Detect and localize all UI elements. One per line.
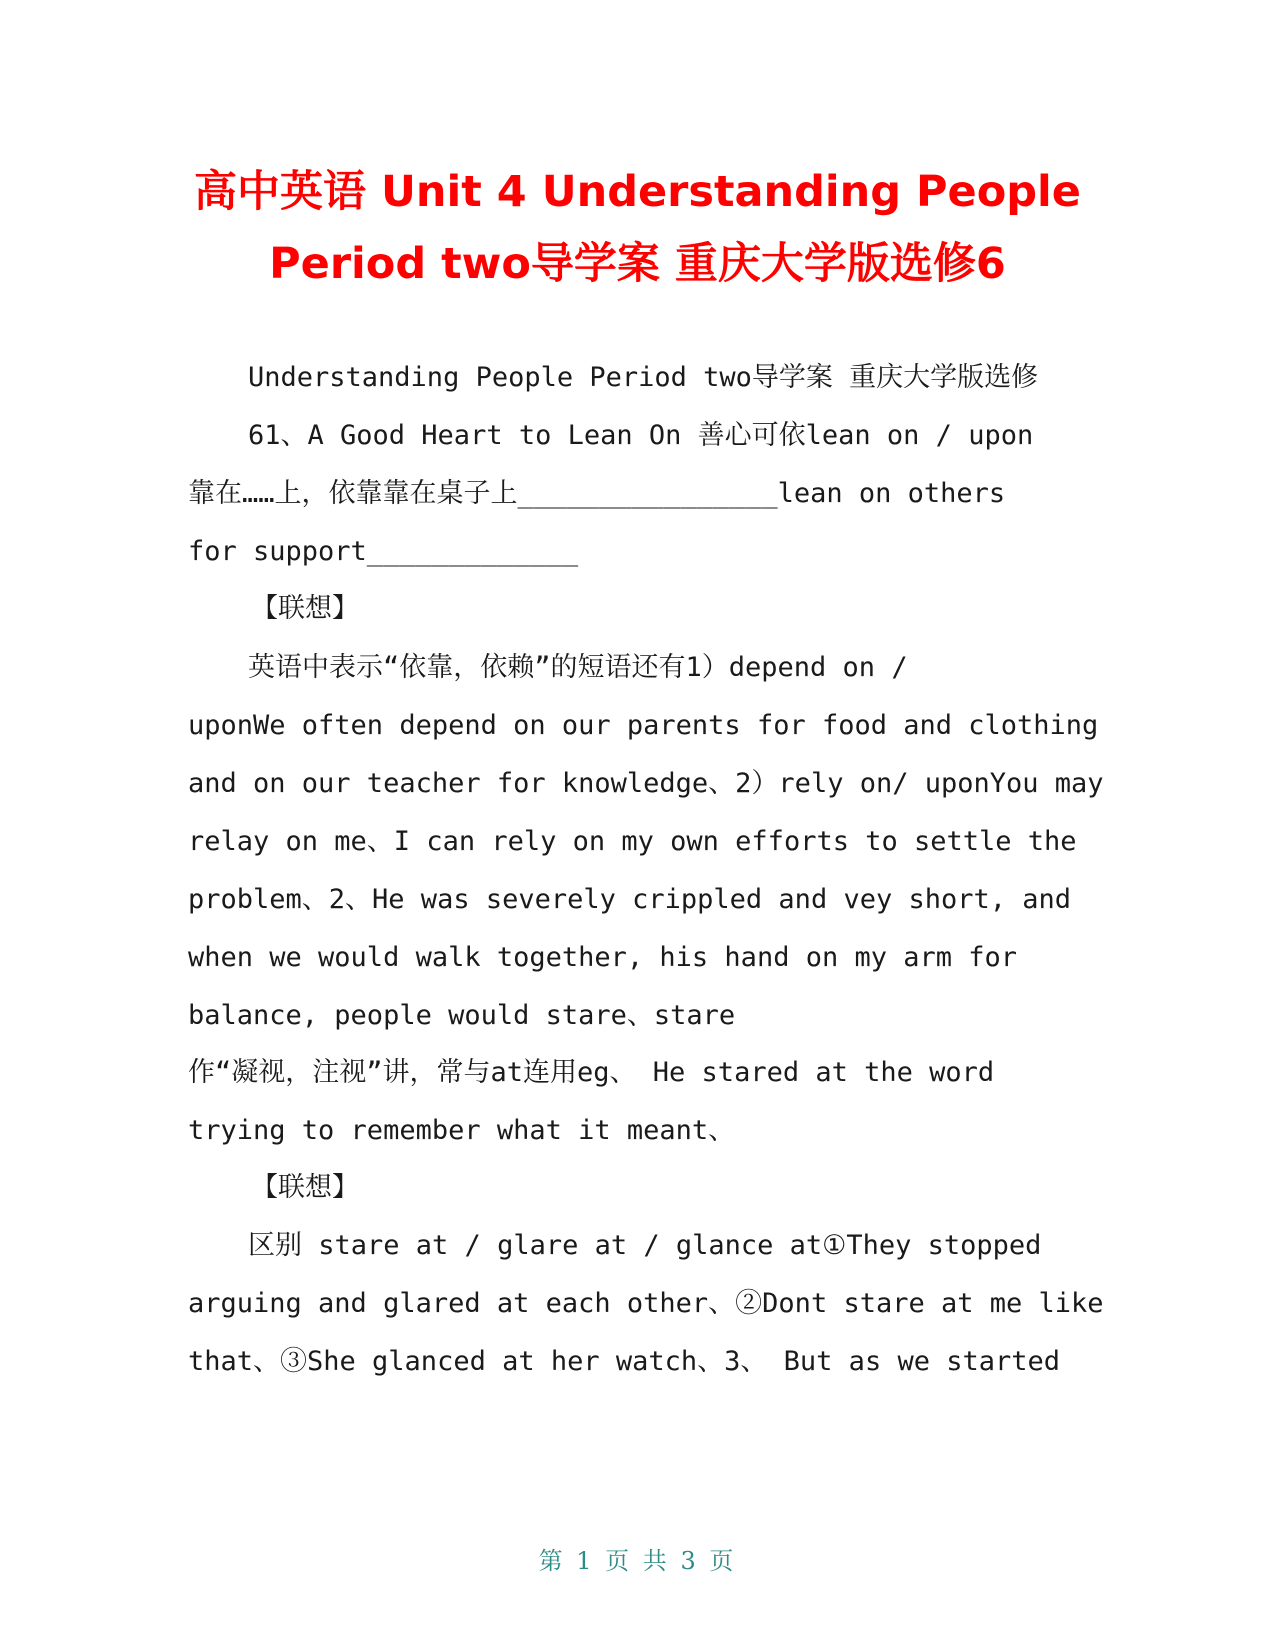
- body-line: arguing and glared at each other、②Dont stare at me like: [188, 1288, 1104, 1319]
- association-heading: 【联想】: [251, 1172, 359, 1203]
- body-line: 61、A Good Heart to Lean On 善心可依lean on / upon: [248, 420, 1034, 451]
- title-line-2: Period two导学案 重庆大学版选修6: [269, 239, 1006, 289]
- body-line: that、③She glanced at her watch、3、 But as we started: [188, 1346, 1061, 1377]
- body-line: uponWe often depend on our parents for food and clothing: [188, 710, 1099, 741]
- body-line: for support_____________: [188, 536, 579, 567]
- body-line: problem、2、He was severely crippled and vey short, and: [188, 884, 1072, 915]
- body-line: and on our teacher for knowledge、2）rely on/ uponYou may: [188, 768, 1104, 799]
- body-line: 靠在……上，依靠靠在桌子上________________lean on others: [188, 478, 1006, 509]
- body-line: trying to remember what it meant、: [188, 1115, 736, 1146]
- body-line: 作“凝视，注视”讲，常与at连用eg、 He stared at the word: [188, 1057, 995, 1088]
- document-title: [150, 156, 1125, 300]
- body-line: 英语中表示“依靠，依赖”的短语还有1）depend on /: [248, 652, 908, 683]
- title-line-1: 高中英语 Unit 4 Understanding People: [194, 167, 1081, 217]
- body-line: when we would walk together, his hand on my arm for: [188, 942, 1018, 973]
- body-line: relay on me、I can rely on my own efforts to settle the: [188, 826, 1077, 857]
- body-line: Understanding People Period two导学案 重庆大学版选修: [248, 362, 1039, 393]
- body-line: 区别 stare at / glare at / glance at①They stopped: [248, 1230, 1042, 1261]
- page-indicator: 第 1 页 共 3 页: [538, 1547, 737, 1575]
- body-line: balance, people would stare、stare: [188, 1000, 736, 1031]
- association-heading: 【联想】: [251, 593, 359, 624]
